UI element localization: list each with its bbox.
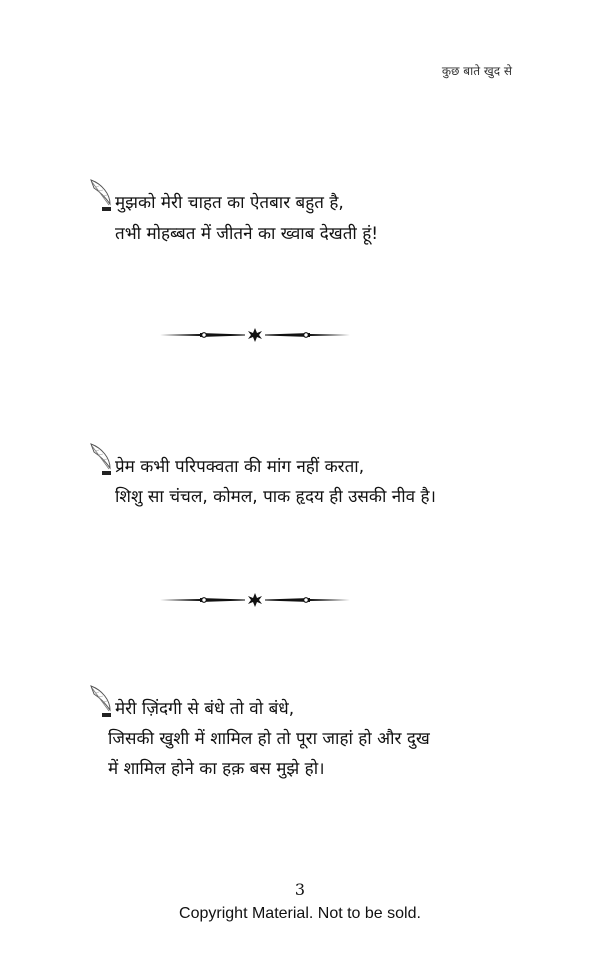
poem-3-line-3: में शामिल होने का हक़ बस मुझे हो। bbox=[108, 759, 325, 779]
quill-pen-icon bbox=[88, 178, 114, 212]
poem-1-line-2: तभी मोहब्बत में जीतने का ख्वाब देखती हूं! bbox=[115, 224, 379, 244]
poem-2-line-1: प्रेम कभी परिपक्वता की मांग नहीं करता, bbox=[115, 457, 365, 477]
ornamental-divider bbox=[160, 328, 350, 342]
running-header: कुछ बाते खुद से bbox=[441, 64, 512, 78]
poem-2-line-2: शिशु सा चंचल, कोमल, पाक हृदय ही उसकी नीव है। bbox=[115, 487, 436, 507]
copyright-notice: Copyright Material. Not to be sold. bbox=[179, 905, 421, 922]
ornamental-divider bbox=[160, 593, 350, 607]
quill-pen-icon bbox=[88, 684, 114, 718]
page-number: 3 bbox=[294, 880, 306, 899]
poem-3-line-1: मेरी ज़िंदगी से बंधे तो वो बंधे, bbox=[115, 699, 295, 719]
poem-3-line-2: जिसकी खुशी में शामिल हो तो पूरा जाहां हो और दुख bbox=[108, 729, 430, 749]
poem-1-line-1: मुझको मेरी चाहत का ऐतबार बहुत है, bbox=[115, 193, 344, 213]
quill-pen-icon bbox=[88, 442, 114, 476]
